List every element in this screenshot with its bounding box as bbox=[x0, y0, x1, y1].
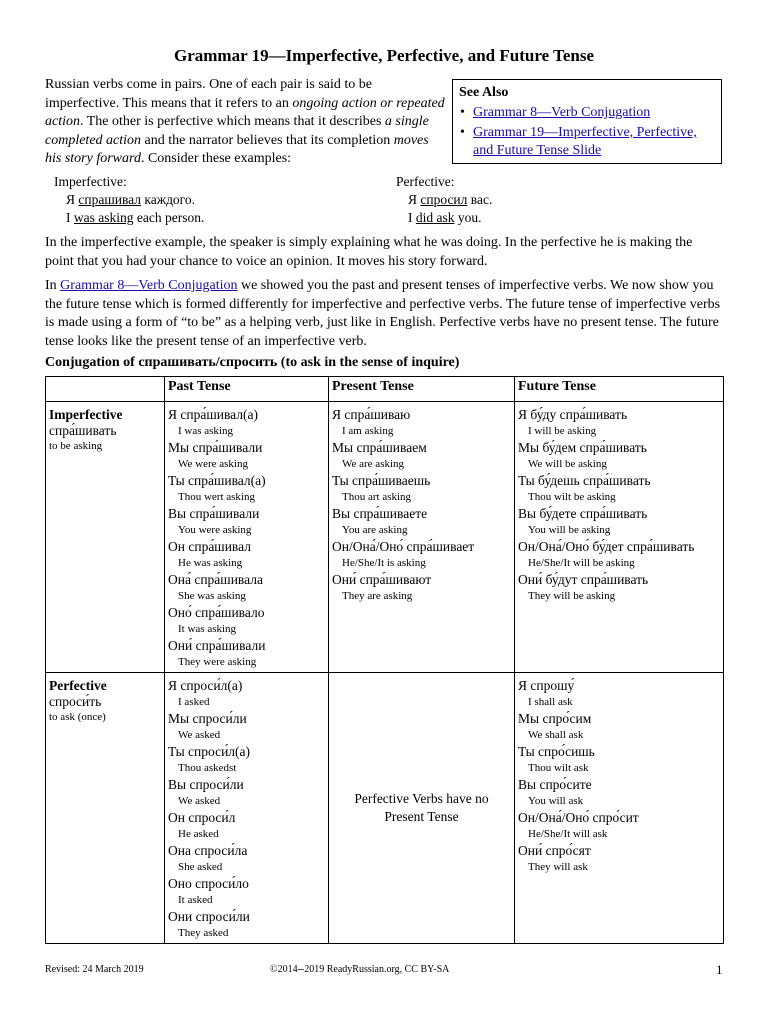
form: Ты спра́шивал(а) bbox=[168, 473, 266, 488]
imperfective-example-heading: Imperfective: bbox=[54, 174, 127, 189]
form: Он спра́шивал bbox=[168, 539, 251, 554]
gloss: Thou art asking bbox=[342, 491, 412, 503]
perfective-future-cell bbox=[515, 673, 724, 944]
gloss: Thou askedst bbox=[178, 762, 237, 774]
perfective-example-heading: Perfective: bbox=[396, 174, 455, 189]
see-also-item bbox=[459, 104, 715, 122]
header-future: Future Tense bbox=[515, 377, 724, 402]
imperfective-example bbox=[54, 173, 204, 227]
gloss: I was asking bbox=[178, 425, 233, 437]
perfective-gloss: to ask (once) bbox=[49, 711, 106, 723]
imperfective-row bbox=[46, 402, 724, 673]
form: Они́ бу́дут спра́шивать bbox=[518, 572, 649, 587]
imperfective-verb: спра́шивать bbox=[49, 423, 117, 438]
form: Мы спро́сим bbox=[518, 711, 592, 726]
form: Вы бу́дете спра́шивать bbox=[518, 506, 648, 521]
form: Я бу́ду спра́шивать bbox=[518, 407, 628, 422]
gloss: You will ask bbox=[528, 795, 584, 807]
see-also-item bbox=[459, 124, 715, 160]
table-caption: Conjugation of спрашивать/спросить (to ask in the sense of inquire) bbox=[45, 355, 460, 370]
form: Они спроси́ли bbox=[168, 909, 250, 924]
form: Ты бу́дешь спра́шивать bbox=[518, 473, 651, 488]
form: Я спра́шивал(а) bbox=[168, 407, 258, 422]
table-header-row bbox=[46, 377, 724, 402]
gloss: He asked bbox=[178, 828, 219, 840]
perfective-verb: спроси́ть bbox=[49, 694, 102, 709]
gloss: Thou wilt ask bbox=[528, 762, 589, 774]
form: Ты спра́шиваешь bbox=[332, 473, 431, 488]
form: Ты спроси́л(а) bbox=[168, 744, 251, 759]
perfective-present-cell bbox=[329, 673, 515, 944]
imperfective-example-russian: Я спрашивал каждого. bbox=[66, 192, 196, 207]
form: Я спрошу́ bbox=[518, 678, 575, 693]
form: Оно спроси́ло bbox=[168, 876, 249, 891]
see-also-heading: See Also bbox=[459, 85, 509, 100]
perfective-example bbox=[396, 173, 492, 227]
perfective-label: Perfective bbox=[49, 678, 107, 693]
form: Вы спроси́ли bbox=[168, 777, 244, 792]
gloss: He/She/It will be asking bbox=[528, 557, 635, 569]
form: Мы бу́дем спра́шивать bbox=[518, 440, 647, 455]
gloss: They are asking bbox=[342, 590, 413, 602]
gloss: Thou wilt be asking bbox=[528, 491, 616, 503]
link-grammar-19-slide[interactable]: Grammar 19—Imperfective, Perfective, and Future Tense Slide bbox=[473, 125, 697, 158]
link-grammar-8[interactable]: Grammar 8—Verb Conjugation bbox=[473, 105, 651, 120]
future-tense-paragraph: In Grammar 8—Verb Conjugation we showed you the past and present tenses of imperfective verbs. We now show you the future tense which is formed differently for imperfective and perfective verbs. The future tense of imperfective verbs is made using a form of “to be” as a helping verb, just like in English. Perfective verbs have no present tense. The future tense looks like the present tense of an imperfective verb. bbox=[45, 278, 721, 349]
form: Вы спра́шивали bbox=[168, 506, 260, 521]
form: Он/Она́/Оно́ спра́шивает bbox=[332, 539, 475, 554]
gloss: You are asking bbox=[342, 524, 408, 536]
gloss: We are asking bbox=[342, 458, 405, 470]
gloss: We shall ask bbox=[528, 729, 584, 741]
page-number: 1 bbox=[716, 962, 723, 977]
see-also-list bbox=[459, 104, 715, 160]
form: Они́ спро́сят bbox=[518, 843, 591, 858]
gloss: You will be asking bbox=[528, 524, 611, 536]
imperfective-present-cell bbox=[329, 402, 515, 673]
form: Они́ спра́шивали bbox=[168, 638, 266, 653]
perfective-example-english: I did ask you. bbox=[408, 210, 482, 225]
form: Я спра́шиваю bbox=[332, 407, 411, 422]
gloss: It asked bbox=[178, 894, 213, 906]
gloss: They were asking bbox=[178, 656, 257, 668]
gloss: You were asking bbox=[178, 524, 252, 536]
gloss: They will be asking bbox=[528, 590, 616, 602]
form: Вы спра́шиваете bbox=[332, 506, 428, 521]
gloss: He/She/It will ask bbox=[528, 828, 608, 840]
imperfective-example-english: I was asking each person. bbox=[66, 210, 205, 225]
perfective-row-label bbox=[46, 673, 165, 944]
form: Она спроси́ла bbox=[168, 843, 248, 858]
perfective-past-cell bbox=[165, 673, 329, 944]
header-present: Present Tense bbox=[329, 377, 515, 402]
gloss: I asked bbox=[178, 696, 210, 708]
form: Я спроси́л(а) bbox=[168, 678, 243, 693]
form: Мы спра́шиваем bbox=[332, 440, 427, 455]
gloss: We were asking bbox=[178, 458, 248, 470]
perfective-row bbox=[46, 673, 724, 944]
see-also-box bbox=[452, 79, 722, 164]
inline-link-grammar-8[interactable]: Grammar 8—Verb Conjugation bbox=[60, 278, 238, 293]
form: Мы спроси́ли bbox=[168, 711, 247, 726]
gloss: We will be asking bbox=[528, 458, 607, 470]
form: Они́ спра́шивают bbox=[332, 572, 432, 587]
footer-revised: Revised: 24 March 2019 bbox=[45, 964, 144, 975]
gloss: I am asking bbox=[342, 425, 394, 437]
perfective-example-russian: Я спросил вас. bbox=[408, 192, 493, 207]
form: Оно́ спра́шивало bbox=[168, 605, 265, 620]
form: Он спроси́л bbox=[168, 810, 236, 825]
conjugation-table bbox=[45, 376, 724, 944]
header-past: Past Tense bbox=[165, 377, 329, 402]
explanation-paragraph: In the imperfective example, the speaker is simply explaining what he was doing. In the perfective he is making the point that you had your chance to voice an opinion. It moves his story forward. bbox=[45, 235, 693, 269]
imperfective-future-cell bbox=[515, 402, 724, 673]
gloss: She asked bbox=[178, 861, 223, 873]
gloss: He/She/It is asking bbox=[342, 557, 426, 569]
page-title: Grammar 19—Imperfective, Perfective, and Future Tense bbox=[173, 46, 595, 65]
form: Она́ спра́шивала bbox=[168, 572, 263, 587]
footer-copyright: ©2014--2019 ReadyRussian.org, CC BY-SA bbox=[270, 964, 450, 975]
gloss: He was asking bbox=[178, 557, 243, 569]
form: Мы спра́шивали bbox=[168, 440, 263, 455]
gloss: Thou wert asking bbox=[178, 491, 255, 503]
intro-paragraph: Russian verbs come in pairs. One of each pair is said to be imperfective. This means that it refers to an ongoing action or repeated action. The other is perfective which means that it describes a single completed action and the narrator believes that its completion moves his story forward. Consider these examples: bbox=[45, 77, 445, 166]
gloss: We asked bbox=[178, 729, 221, 741]
header-empty bbox=[46, 377, 165, 402]
gloss: She was asking bbox=[178, 590, 246, 602]
gloss: They asked bbox=[178, 927, 229, 939]
gloss: They will ask bbox=[528, 861, 588, 873]
gloss: I shall ask bbox=[528, 696, 573, 708]
form: Ты спро́сишь bbox=[518, 744, 595, 759]
gloss: It was asking bbox=[178, 623, 237, 635]
imperfective-gloss: to be asking bbox=[49, 440, 103, 452]
no-present-note: Perfective Verbs have no Present Tense bbox=[354, 791, 489, 824]
imperfective-label: Imperfective bbox=[49, 407, 123, 422]
gloss: We asked bbox=[178, 795, 221, 807]
form: Он/Она́/Оно́ спро́сит bbox=[518, 810, 639, 825]
gloss: I will be asking bbox=[528, 425, 597, 437]
form: Он/Она́/Оно́ бу́дет спра́шивать bbox=[518, 539, 695, 554]
form: Вы спро́сите bbox=[518, 777, 592, 792]
imperfective-past-cell bbox=[165, 402, 329, 673]
imperfective-row-label bbox=[46, 402, 165, 673]
